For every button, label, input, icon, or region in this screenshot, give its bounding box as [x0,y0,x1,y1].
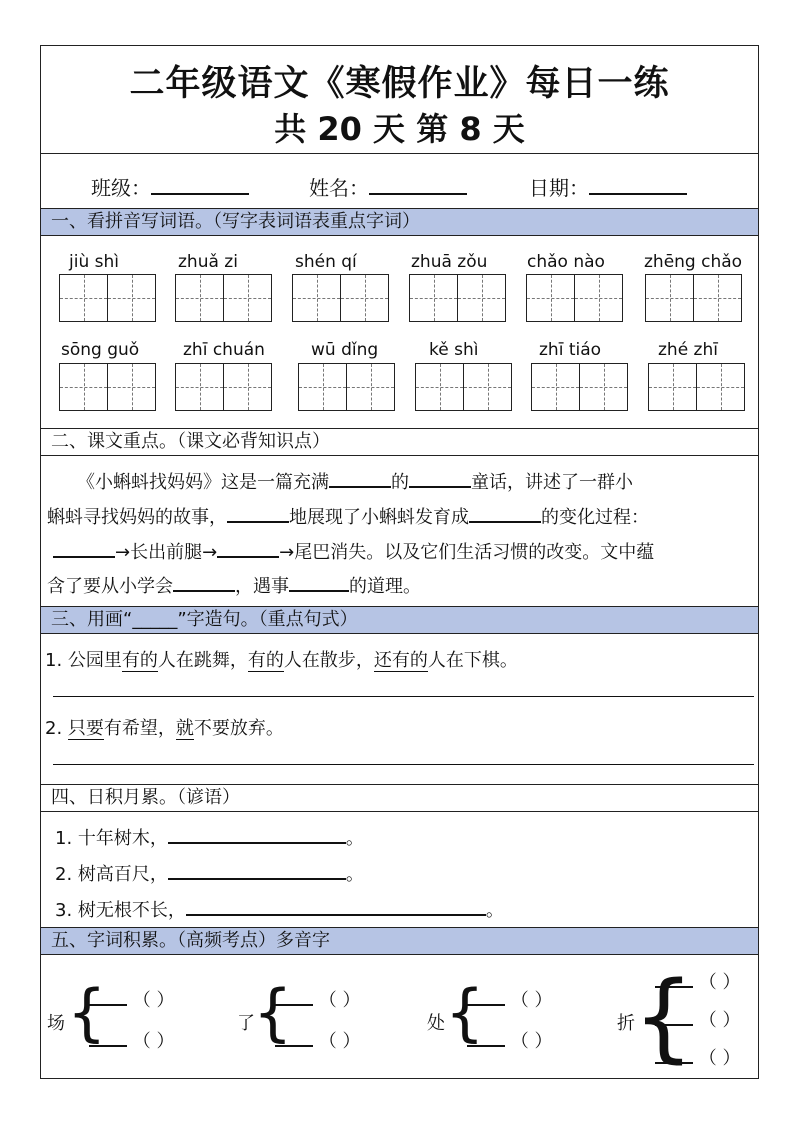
word-slot[interactable]: （ ） [467,1027,552,1053]
section4-heading: 四、日积月累。（谚语） [41,784,758,812]
brace-icon: { [445,976,485,1049]
title-box [41,46,758,154]
pinyin: jiù shì [69,252,119,272]
writing-grid[interactable] [175,274,272,322]
name-label: 姓名： [309,176,369,200]
text-line: 蝌蚪寻找妈妈的故事， 地展现了小蝌蚪发育成 的变化过程： [47,507,649,528]
proverb-2: 2. 树高百尺， 。 [55,864,364,885]
polyphone-char: 处 [427,1013,445,1034]
writing-grid[interactable] [526,274,623,322]
word-slot[interactable]: （ ） [275,986,360,1012]
worksheet [40,45,759,1079]
writing-grid[interactable] [59,363,156,411]
section3-heading: 三、用画“_____”字造句。（重点句式） [41,606,758,634]
answer-line[interactable] [53,764,754,765]
brace-icon: { [253,976,293,1049]
sentence-2: 2. 只要有希望，就不要放弃。 [45,718,284,739]
pinyin: zhé zhī [658,340,718,360]
writing-grid[interactable] [175,363,272,411]
word-slot[interactable]: （ ） [467,986,552,1012]
section1-heading: 一、看拼音写词语。（写字表词语表重点字词） [41,208,758,236]
answer-line[interactable] [53,696,754,697]
pinyin: zhī tiáo [539,340,602,360]
text-line: →长出前腿→ →尾巴消失。以及它们生活习惯的改变。文中蕴 [53,538,654,564]
brace-icon: { [633,961,695,1073]
name-field[interactable] [309,172,467,201]
writing-grid[interactable] [59,274,156,322]
text-line: 含了要从小学会 ，遇事 的道理。 [47,576,421,597]
pinyin: wū dǐng [311,340,379,360]
word-slot[interactable]: （ ） [275,1027,360,1053]
word-slot[interactable]: （ ） [89,1027,174,1053]
proverb-3: 3. 树无根不长， 。 [55,900,504,921]
proverb-1: 1. 十年树木， 。 [55,828,364,849]
writing-grid[interactable] [298,363,395,411]
word-slot[interactable]: （ ） [89,986,174,1012]
pinyin: shén qí [295,252,357,272]
text-line: 《小蝌蚪找妈妈》这是一篇充满 的 童话，讲述了一群小 [77,472,633,493]
pinyin: kě shì [429,340,479,360]
pinyin: zhī chuán [183,340,265,360]
class-label: 班级： [91,176,151,200]
pinyin: zhuǎ zi [178,252,238,272]
polyphone-char: 场 [47,1013,65,1034]
pinyin: chǎo nào [527,252,605,272]
writing-grid[interactable] [409,274,506,322]
page-title: 二年级语文《寒假作业》每日一练 [129,64,670,104]
class-field[interactable] [91,172,249,201]
writing-grid[interactable] [648,363,745,411]
polyphone-char: 折 [617,1013,635,1034]
polyphone-char: 了 [237,1013,255,1034]
pinyin: zhuā zǒu [411,252,488,272]
pinyin: zhēng chǎo [644,252,743,272]
page-subtitle: 共 20 天 第 8 天 [274,110,525,148]
writing-grid[interactable] [645,274,742,322]
section5-heading: 五、字词积累。（高频考点）多音字 [41,927,758,955]
writing-grid[interactable] [415,363,512,411]
writing-grid[interactable] [531,363,628,411]
writing-grid[interactable] [292,274,389,322]
word-slot[interactable]: （ ） [655,1006,740,1032]
pinyin: sōng guǒ [61,340,140,360]
section2-heading: 二、课文重点。（课文必背知识点） [41,428,758,456]
sentence-1: 1. 公园里有的人在跳舞，有的人在散步，还有的人在下棋。 [45,650,518,671]
date-label: 日期： [529,176,589,200]
brace-icon: { [67,976,107,1049]
info-row [41,153,758,208]
date-field[interactable] [529,172,687,201]
word-slot[interactable]: （ ） [655,968,740,994]
word-slot[interactable]: （ ） [655,1044,740,1070]
